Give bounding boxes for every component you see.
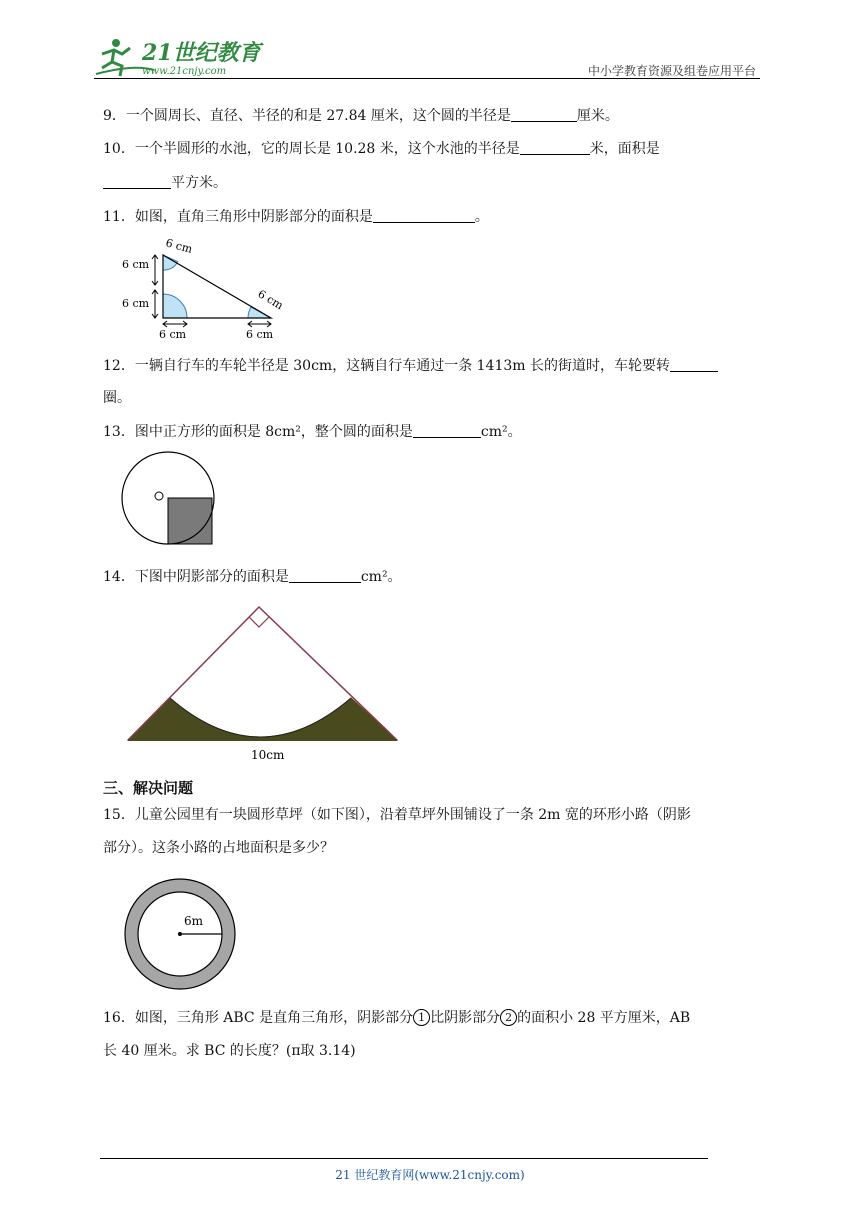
question-14-text: 14．下图中阴影部分的面积是 [103, 569, 289, 585]
question-12-text: 12．一辆自行车的车轮半径是 30cm，这辆自行车通过一条 1413m 长的街道时，车轮要转 [103, 358, 670, 374]
header-divider [94, 78, 760, 79]
answer-blank-area[interactable] [103, 174, 171, 189]
question-10-text: 10．一个半圆形的水池，它的周长是 10.28 米，这个水池的半径是 [103, 141, 520, 157]
question-15-line2 [103, 838, 334, 858]
question-14 [103, 567, 402, 587]
logo [94, 34, 264, 80]
question-16-part1: 16．如图，三角形 ABC 是直角三角形，阴影部分 [103, 1010, 414, 1026]
question-16-line2 [103, 1041, 356, 1061]
label-left-top: 6 cm [122, 258, 150, 271]
question-13-text: 13．图中正方形的面积是 8cm²，整个圆的面积是 [103, 424, 413, 440]
question-16-line2-text: 长 40 厘米。求 BC 的长度？(π取 3.14) [103, 1043, 356, 1059]
label-left-bottom: 6 cm [122, 297, 150, 310]
platform-name: 中小学教育资源及组卷应用平台 [587, 64, 756, 78]
section-heading: 三、解决问题 [103, 779, 194, 797]
answer-blank[interactable] [289, 568, 361, 583]
question-16-part2: 比阴影部分 [430, 1010, 501, 1026]
region-1-marker: 1 [413, 1009, 430, 1026]
footer-divider [100, 1158, 708, 1159]
question-9-text: 9．一个圆周长、直径、半径的和是 27.84 厘米，这个圆的半径是 [103, 108, 511, 124]
question-10-line2 [103, 173, 227, 193]
answer-blank[interactable] [511, 107, 577, 122]
question-11-end: 。 [474, 209, 489, 225]
question-11-text: 11．如图，直角三角形中阴影部分的面积是 [103, 209, 373, 225]
answer-blank-radius[interactable] [520, 140, 590, 155]
question-16 [103, 1008, 690, 1028]
label-bottom-left: 6 cm [159, 328, 187, 341]
q14-triangle-figure [125, 600, 405, 765]
region-2-marker: 2 [500, 1009, 517, 1026]
logo-text: 21世纪教育 [142, 40, 261, 66]
label-bottom-right: 6 cm [246, 328, 274, 341]
center-point [155, 492, 163, 500]
question-16-part3: 的面积小 28 平方厘米，AB [517, 1010, 691, 1026]
label-base: 10cm [251, 748, 285, 762]
logo-url: www.21cnjy.com [142, 66, 227, 77]
question-12 [103, 356, 718, 376]
q11-triangle-figure [115, 230, 295, 342]
answer-blank[interactable] [373, 208, 475, 223]
question-9 [103, 106, 619, 126]
question-15-line1: 15．儿童公园里有一块圆形草坪（如下图），沿着草坪外围铺设了一条 2m 宽的环形小路（阴影 [103, 807, 691, 823]
question-12-line2 [103, 388, 131, 408]
question-15 [103, 805, 691, 825]
label-radius: 6m [184, 914, 204, 928]
question-10 [103, 139, 660, 159]
question-15-line2-text: 部分）。这条小路的占地面积是多少？ [103, 840, 334, 856]
answer-blank[interactable] [413, 423, 481, 438]
question-10-unit: 平方米。 [171, 175, 227, 191]
question-13 [103, 422, 522, 442]
question-11 [103, 207, 489, 227]
question-14-unit: cm²。 [360, 569, 402, 585]
footer-link[interactable]: 21 世纪教育网(www.21cnjy.com) [335, 1168, 525, 1182]
question-10-mid: 米，面积是 [589, 141, 660, 157]
q13-circle-square-figure [118, 450, 218, 550]
label-hyp-right: 6 cm [255, 287, 286, 313]
question-12-unit: 圈。 [103, 390, 131, 406]
question-9-unit: 厘米。 [576, 108, 619, 124]
q15-ring-figure [122, 878, 240, 996]
answer-blank[interactable] [670, 357, 718, 372]
label-hyp-top: 6 cm [164, 236, 194, 256]
question-13-unit: cm²。 [480, 424, 522, 440]
